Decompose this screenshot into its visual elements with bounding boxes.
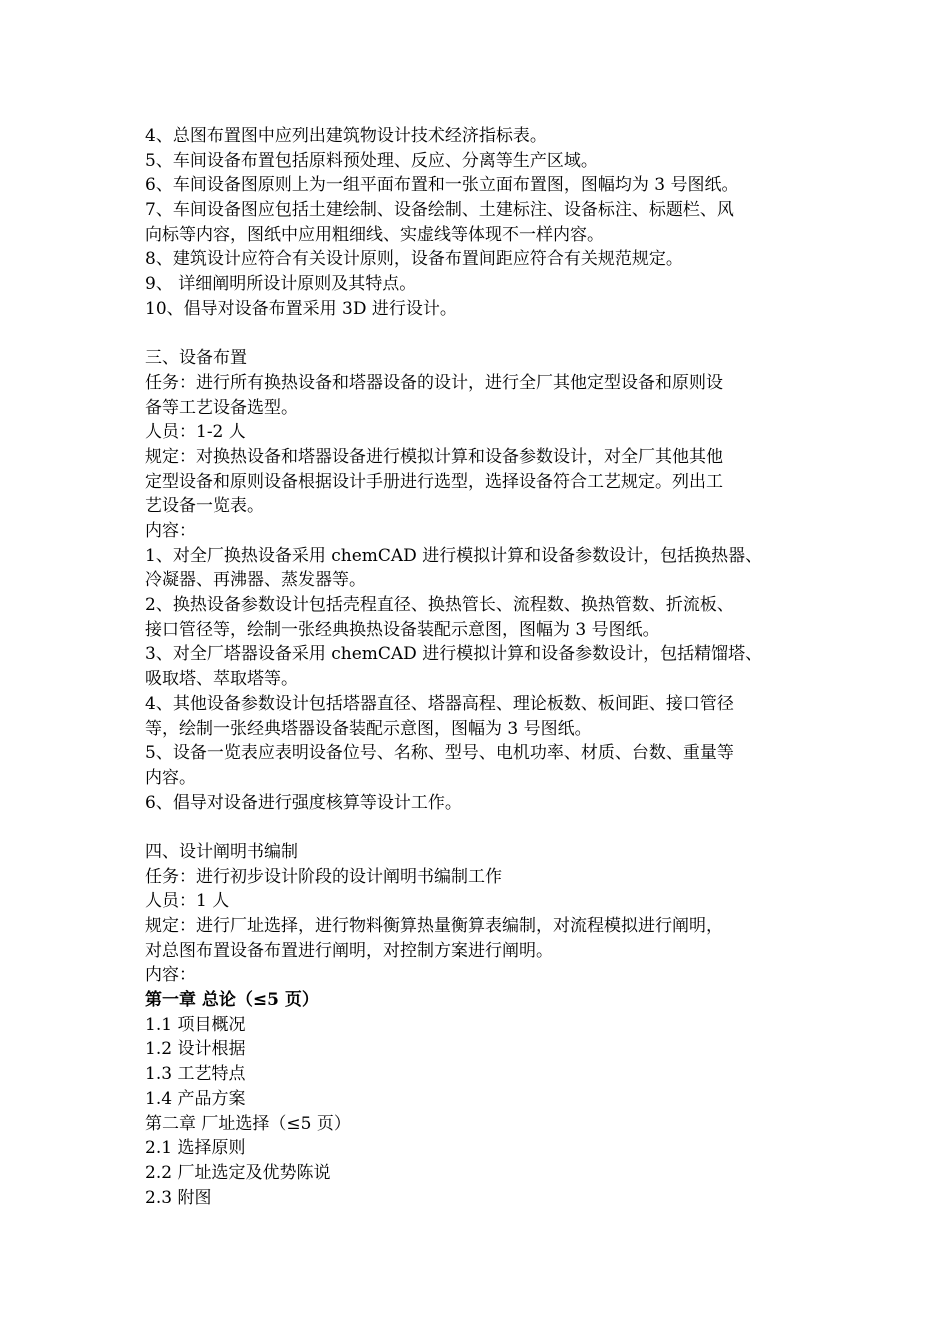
text-line: 人员：1-2 人 (145, 422, 246, 443)
text-line: 1.4 产品方案 (145, 1088, 246, 1109)
text-line: 7、车间设备图应包括土建绘制、设备绘制、土建标注、设备标注、标题栏、风 (145, 200, 734, 221)
text-line: 四、设计阐明书编制 (145, 841, 298, 862)
text-line: 任务：进行初步设计阶段的设计阐明书编制工作 (145, 866, 502, 887)
text-line: 8、建筑设计应符合有关设计原则，设备布置间距应符合有关规范规定。 (145, 249, 683, 270)
text-line: 三、设备布置 (145, 348, 247, 369)
text-line: 2.1 选择原则 (145, 1138, 246, 1159)
text-line: 艺设备一览表。 (145, 496, 264, 517)
text-line: 内容： (145, 965, 196, 986)
text-line: 1、对全厂换热设备采用 chemCAD 进行模拟计算和设备参数设计，包括换热器、 (145, 545, 763, 566)
text-line: 内容。 (145, 767, 196, 788)
text-line: 接口管径等，绘制一张经典换热设备装配示意图，图幅为 3 号图纸。 (145, 619, 660, 640)
text-line: 冷凝器、再沸器、蒸发器等。 (145, 570, 366, 591)
text-line: 9、 详细阐明所设计原则及其特点。 (145, 274, 417, 295)
text-line: 1.2 设计根据 (145, 1039, 246, 1060)
blank-line (145, 322, 835, 347)
blank-line (145, 815, 835, 840)
text-line: 人员：1 人 (145, 891, 230, 912)
text-line: 6、倡导对设备进行强度核算等设计工作。 (145, 792, 462, 813)
text-line: 5、设备一览表应表明设备位号、名称、型号、电机功率、材质、台数、重量等 (145, 743, 734, 764)
text-line: 内容： (145, 521, 196, 541)
text-line: 第二章 厂址选择（≤5 页） (145, 1113, 351, 1134)
text-line: 10、倡导对设备布置采用 3D 进行设计。 (145, 298, 457, 319)
text-line: 对总图布置设备布置进行阐明，对控制方案进行阐明。 (145, 940, 553, 961)
text-line: 6、车间设备图原则上为一组平面布置和一张立面布置图，图幅均为 3 号图纸。 (145, 175, 739, 196)
document-body (145, 124, 835, 1210)
text-line: 1.3 工艺特点 (145, 1064, 246, 1085)
text-line: 任务：进行所有换热设备和塔器设备的设计，进行全厂其他定型设备和原则设 (145, 372, 723, 393)
text-line: 定型设备和原则设备根据设计手册进行选型，选择设备符合工艺规定。列出工 (145, 471, 723, 492)
text-line: 4、总图布置图中应列出建筑物设计技术经济指标表。 (145, 126, 547, 146)
chapter-heading: 第一章 总论（≤5 页） (145, 990, 319, 1011)
text-line: 2.2 厂址选定及优势陈说 (145, 1162, 331, 1183)
text-line: 5、车间设备布置包括原料预处理、反应、分离等生产区域。 (145, 150, 598, 171)
text-line: 规定：对换热设备和塔器设备进行模拟计算和设备参数设计，对全厂其他其他 (145, 446, 723, 467)
text-line: 2、换热设备参数设计包括壳程直径、换热管长、流程数、换热管数、折流板、 (145, 595, 734, 616)
text-line: 备等工艺设备选型。 (145, 397, 298, 418)
text-line: 1.1 项目概况 (145, 1014, 246, 1035)
text-line: 2.3 附图 (145, 1187, 212, 1208)
text-line: 4、其他设备参数设计包括塔器直径、塔器高程、理论板数、板间距、接口管径 (145, 693, 734, 714)
text-line: 等，绘制一张经典塔器设备装配示意图，图幅为 3 号图纸。 (145, 718, 592, 739)
text-line: 向标等内容，图纸中应用粗细线、实虚线等体现不一样内容。 (145, 224, 604, 245)
text-line: 规定：进行厂址选择，进行物料衡算热量衡算表编制，对流程模拟进行阐明， (145, 916, 723, 936)
text-line: 吸取塔、萃取塔等。 (145, 669, 298, 690)
text-line: 3、对全厂塔器设备采用 chemCAD 进行模拟计算和设备参数设计，包括精馏塔、 (145, 644, 763, 665)
